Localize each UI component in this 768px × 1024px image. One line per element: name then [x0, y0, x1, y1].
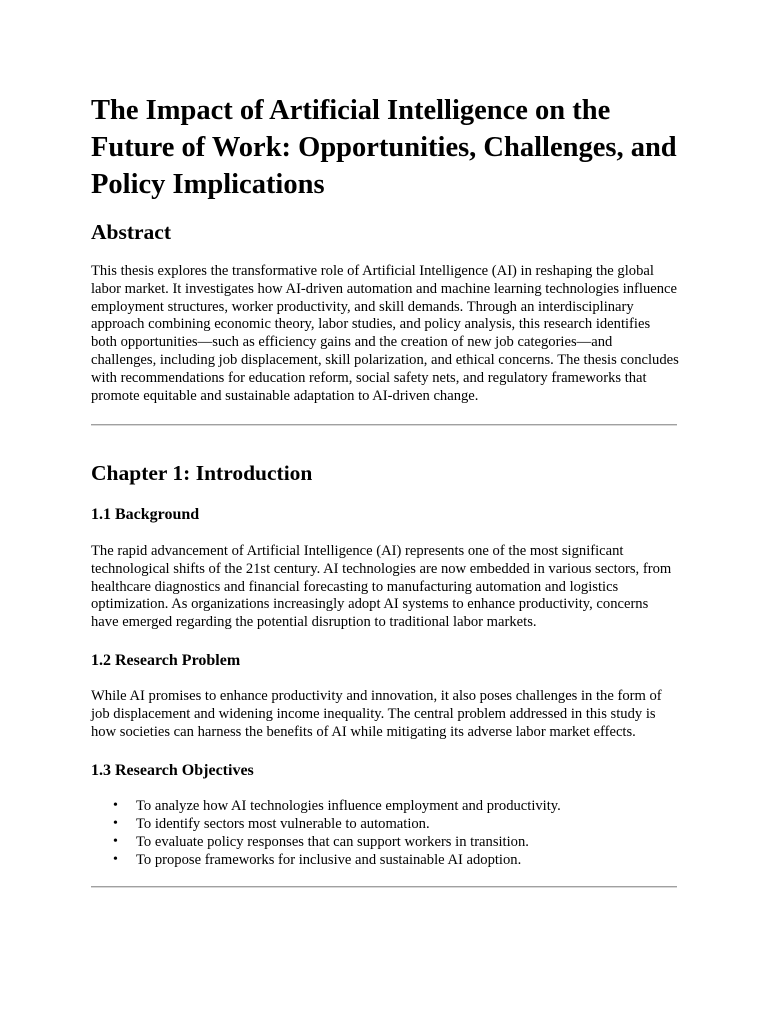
list-item-text: To identify sectors most vulnerable to automation. [136, 816, 430, 832]
background-heading: 1.1 Background [91, 506, 200, 523]
list-item-text: To propose frameworks for inclusive and sustainable AI adoption. [136, 852, 522, 868]
objectives-list [91, 797, 679, 869]
bullet-icon: • [113, 834, 118, 849]
list-item-text: To evaluate policy responses that can support workers in transition. [136, 834, 529, 850]
research-problem-heading: 1.2 Research Problem [91, 652, 241, 669]
bullet-icon: • [113, 816, 118, 831]
section-divider [91, 424, 677, 426]
abstract-heading: Abstract [91, 220, 172, 244]
chapter-heading: Chapter 1: Introduction [91, 461, 313, 485]
list-item [91, 851, 679, 869]
document-title: The Impact of Artificial Intelligence on the Future of Work: Opportunities, Challenges, and Policy Implications [91, 95, 677, 200]
section-divider [91, 886, 677, 888]
list-item [91, 833, 679, 851]
list-item-text: To analyze how AI technologies influence employment and productivity. [136, 798, 561, 814]
background-text: The rapid advancement of Artificial Intelligence (AI) represents one of the most significant technological shifts of the 21st century. AI technologies are now embedded in various sectors, from healthcare diagnostics and financial forecasting to manufacturing automation and logistics optimization. As organizations increasingly adopt AI systems to enhance productivity, concerns have emerged regarding the potential disruption to traditional labor markets. [91, 543, 672, 631]
bullet-icon: • [113, 852, 118, 867]
abstract-text: This thesis explores the transformative role of Artificial Intelligence (AI) in reshaping the global labor market. It investigates how AI-driven automation and machine learning technologies influence employment structures, worker productivity, and skill demands. Through an interdisciplinary approach combining economic theory, labor studies, and policy analysis, this research identifies both opportunities—such as efficiency gains and the creation of new job categories—and challenges, including job displacement, skill polarization, and ethical concerns. The thesis concludes with recommendations for education reform, social safety nets, and regulatory frameworks that promote equitable and sustainable adaptation to AI-driven change. [91, 263, 679, 404]
bullet-icon: • [113, 798, 118, 813]
research-objectives-heading: 1.3 Research Objectives [91, 762, 254, 779]
list-item [91, 815, 679, 833]
list-item [91, 797, 679, 815]
research-problem-text: While AI promises to enhance productivity and innovation, it also poses challenges in the form of job displacement and widening income inequality. The central problem addressed in this study is how societies can harness the benefits of AI while mitigating its adverse labor market effects. [91, 688, 662, 740]
